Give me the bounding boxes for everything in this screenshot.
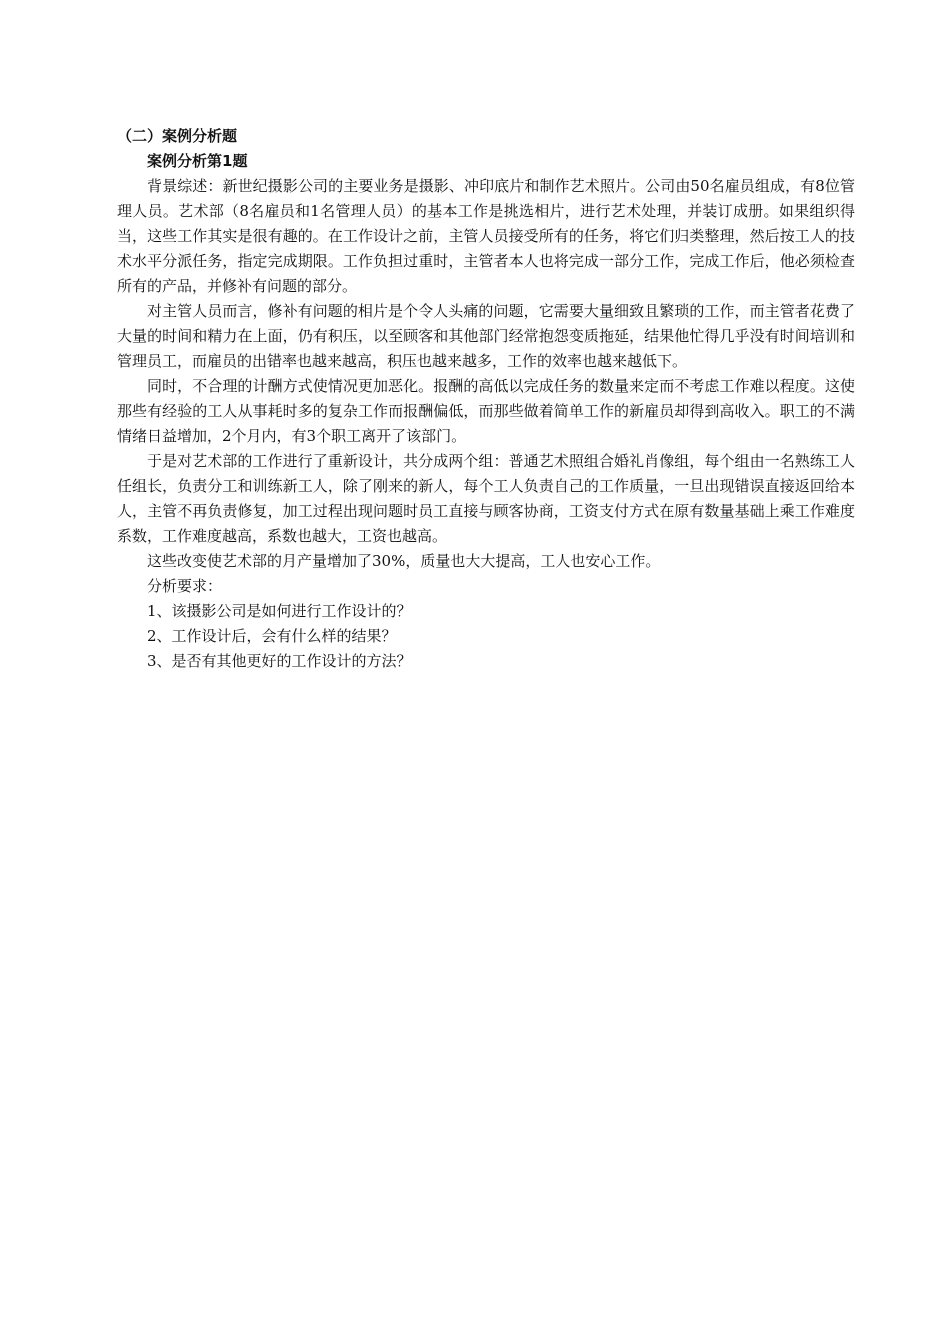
question-item: 3、是否有其他更好的工作设计的方法？ [147, 652, 412, 670]
requirements-label: 分析要求： [147, 577, 223, 595]
question-item: 2、工作设计后，会有什么样的结果？ [147, 627, 397, 645]
paragraph-background: 背景综述：新世纪摄影公司的主要业务是摄影、冲印底片和制作艺术照片。公司由50名雇员组成，有8位管理人员。艺术部（8名雇员和1名管理人员）的基本工作是挑选相片，进行艺术处理，并装订成册。如果组织得当，这些工作其实是很有趣的。在工作设计之前，主管人员接受所有的任务，将它们归类整理，然后按工人的技术水平分派任务，指定完成期限。工作负担过重时，主管者本人也将完成一部分工作，完成工作后，他必须检查所有的产品，并修补有问题的部分。 [117, 177, 855, 295]
paragraph-redesign: 于是对艺术部的工作进行了重新设计，共分成两个组：普通艺术照组合婚礼肖像组，每个组由一名熟练工人任组长，负责分工和训练新工人，除了刚来的新人，每个工人负责自己的工作质量，一旦出现错误直接返回给本人，主管不再负责修复，加工过程出现问题时员工直接与顾客协商，工资支付方式在原有数量基础上乘工作难度系数，工作难度越高，系数也越大，工资也越高。 [117, 452, 855, 545]
document-page [117, 124, 855, 674]
question-item: 1、该摄影公司是如何进行工作设计的？ [147, 602, 412, 620]
paragraph-result: 这些改变使艺术部的月产量增加了30%，质量也大大提高，工人也安心工作。 [147, 552, 661, 570]
case-title: 案例分析第1题 [147, 152, 248, 170]
section-title: （二）案例分析题 [117, 127, 238, 145]
paragraph-pay-problem: 同时，不合理的计酬方式使情况更加恶化。报酬的高低以完成任务的数量来定而不考虑工作难以程度。这使那些有经验的工人从事耗时多的复杂工作而报酬偏低，而那些做着简单工作的新雇员却得到高收入。职工的不满情绪日益增加，2个月内，有3个职工离开了该部门。 [117, 377, 855, 445]
paragraph-supervisor-problem: 对主管人员而言，修补有问题的相片是个令人头痛的问题，它需要大量细致且繁琐的工作，而主管者花费了大量的时间和精力在上面，仍有积压，以至顾客和其他部门经常抱怨变质拖延，结果他忙得几乎没有时间培训和管理员工，而雇员的出错率也越来越高，积压也越来越多，工作的效率也越来越低下。 [117, 302, 855, 370]
